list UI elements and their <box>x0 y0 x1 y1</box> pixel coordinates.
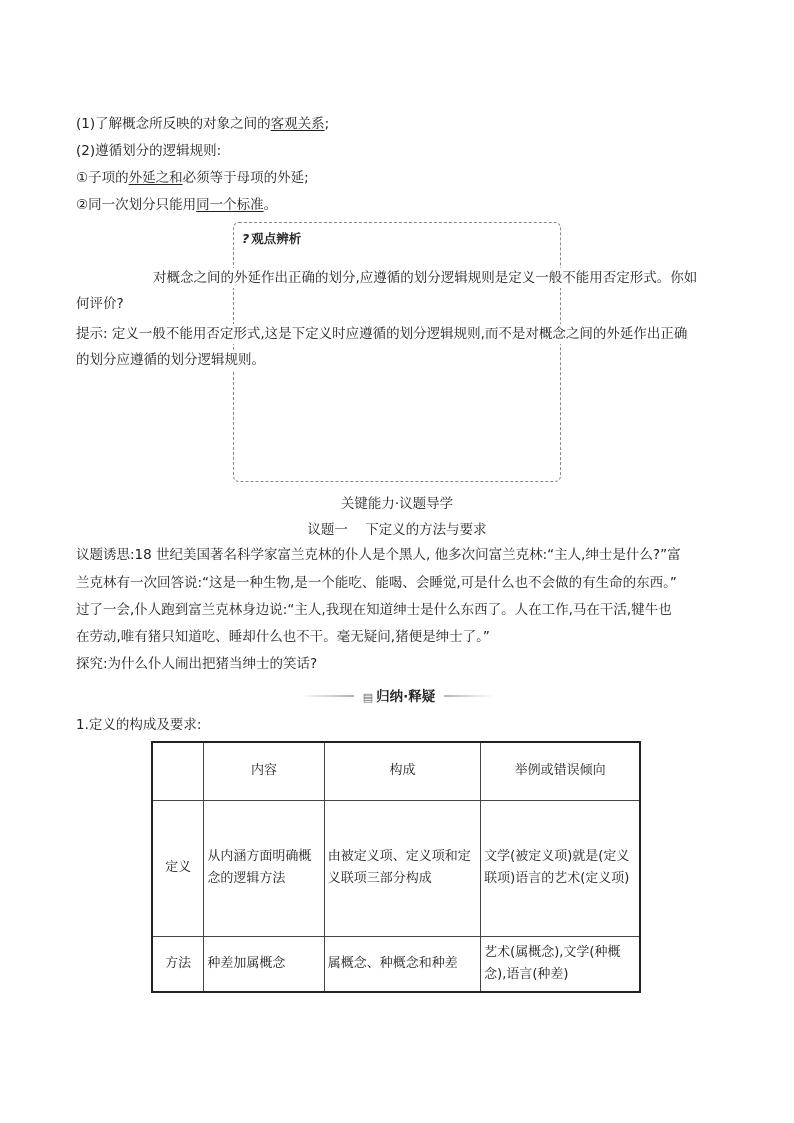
banner-label: ▤ 归纳·释疑 <box>354 685 444 703</box>
underlined-term: 客观关系 <box>270 116 325 132</box>
table-header-cell: 构成 <box>324 742 480 800</box>
table-cell: 艺术(属概念),文学(种概念),语言(种差) <box>481 936 640 992</box>
table-header-cell: 举例或错误倾向 <box>481 742 640 800</box>
table-header-row <box>152 742 640 800</box>
table-cell: 属概念、种概念和种差 <box>324 936 480 992</box>
list-title: 1.定义的构成及要求: <box>76 717 202 733</box>
point-4: ②同一次划分只能用同一个标准。 <box>76 197 278 213</box>
section-heading: 关键能力·议题导学 <box>340 496 454 512</box>
question-icon: ? <box>242 231 250 246</box>
table-cell: 方法 <box>152 936 204 992</box>
table-cell: 从内涵方面明确概念的逻辑方法 <box>204 800 324 936</box>
viewpoint-answer-line1: 提示: 定义一般不能用否定形式,这是下定义时应遵循的划分逻辑规则,而不是对概念之间的外延作出正确 <box>76 326 688 342</box>
viewpoint-answer-line2: 的划分应遵循的划分逻辑规则。 <box>76 352 265 368</box>
point-1: (1)了解概念所反映的对象之间的客观关系; <box>76 116 330 132</box>
underlined-term: 外延之和 <box>128 170 183 186</box>
table-header-cell: 内容 <box>204 742 324 800</box>
table-row <box>152 936 640 992</box>
summary-banner <box>300 683 494 705</box>
viewpoint-question-line2: 何评价? <box>76 296 124 312</box>
point-3: ①子项的外延之和必须等于母项的外延; <box>76 170 309 186</box>
table-cell: 文学(被定义项)就是(定义联项)语言的艺术(定义项) <box>481 800 640 936</box>
book-icon: ▤ <box>362 691 374 704</box>
underlined-term: 同一个标准 <box>196 197 264 213</box>
explore-question: 探究:为什么仆人闹出把猪当绅士的笑话? <box>76 656 318 672</box>
viewpoint-box <box>233 222 561 482</box>
story-line-1: 议题诱思:18 世纪美国著名科学家富兰克林的仆人是个黑人, 他多次问富兰克林:“主人,绅士是什么?”富 <box>76 547 681 563</box>
story-line-2: 兰克林有一次回答说:“这是一种生物,是一个能吃、能喝、会睡觉,可是什么也不会做的有生命的东西。” <box>76 575 677 591</box>
story-line-3: 过了一会,仆人跑到富兰克林身边说:“主人,我现在知道绅士是什么东西了。人在工作,马在干活,犍牛也 <box>76 602 672 618</box>
definition-table <box>151 741 641 993</box>
table-row <box>152 800 640 936</box>
table-cell: 由被定义项、定义项和定义联项三部分构成 <box>324 800 480 936</box>
story-line-4: 在劳动,唯有猪只知道吃、睡却什么也不干。毫无疑问,猪便是绅士了。” <box>76 629 490 645</box>
viewpoint-question-line1: 对概念之间的外延作出正确的划分,应遵循的划分逻辑规则是定义一般不能用否定形式。你如 <box>153 270 698 286</box>
table-cell: 定义 <box>152 800 204 936</box>
table-header-cell <box>152 742 204 800</box>
point-2: (2)遵循划分的逻辑规则: <box>76 143 222 159</box>
viewpoint-title: ? 观点辨析 <box>242 231 302 246</box>
section-subheading: 议题一 下定义的方法与要求 <box>307 522 487 538</box>
table-cell: 种差加属概念 <box>204 936 324 992</box>
